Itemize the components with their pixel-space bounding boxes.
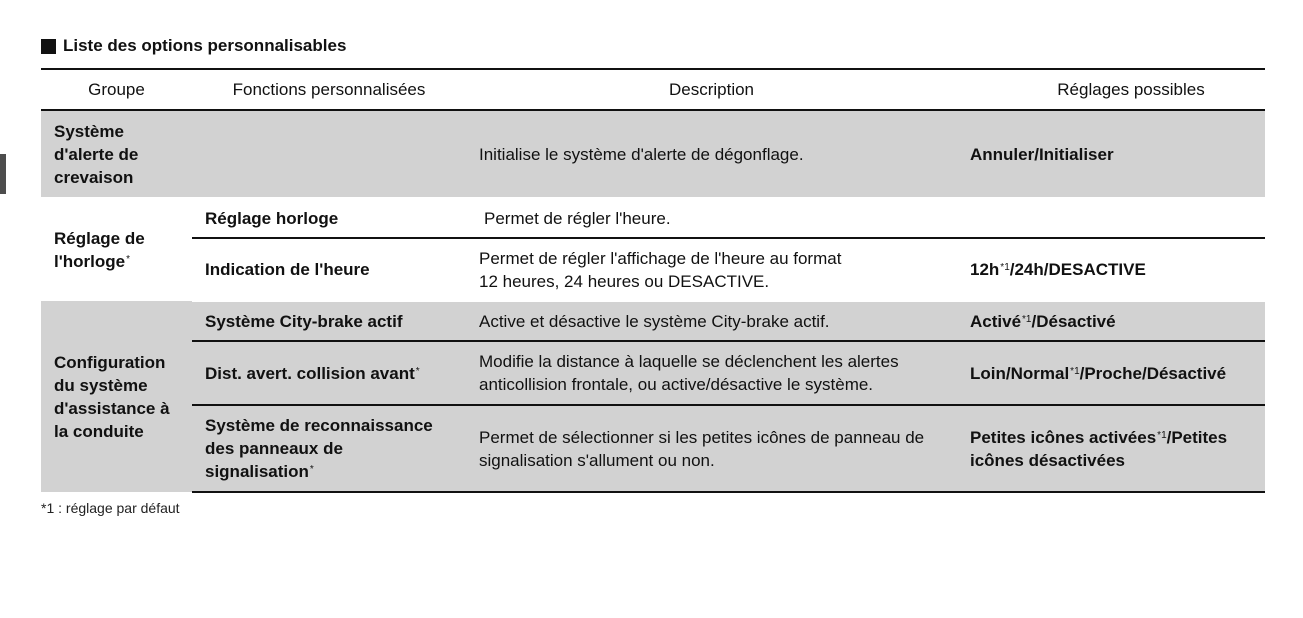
- settings-value: /Désactivé: [1031, 311, 1116, 331]
- footnote-mark: *1: [1000, 262, 1010, 273]
- footnote-mark: *: [415, 365, 420, 377]
- footnote-mark: *1: [1022, 313, 1032, 325]
- header-group: Groupe: [41, 69, 192, 110]
- heading-square-icon: [41, 39, 56, 54]
- group-line: d'assistance à: [54, 398, 170, 418]
- function-cell: [192, 405, 466, 492]
- description-cell: [466, 238, 957, 301]
- settings-line: [970, 426, 1253, 449]
- description-line: 12 heures, 24 heures ou DESACTIVE.: [479, 271, 770, 291]
- function-cell: [192, 341, 466, 405]
- table-row: [41, 110, 1265, 198]
- settings-value: Activé: [970, 311, 1022, 331]
- function-line: [205, 460, 454, 483]
- settings-value: Petites icônes activées: [970, 427, 1157, 447]
- description-line: Modifie la distance à laquelle se déclenchent les alertes: [479, 352, 899, 371]
- function-label: Dist. avert. collision avant: [205, 363, 415, 383]
- description-line: Permet de régler l'affichage de l'heure au format: [479, 248, 842, 268]
- section-title: Liste des options personnalisables: [63, 36, 347, 55]
- description-cell: [466, 405, 957, 492]
- function-label: signalisation: [205, 462, 309, 481]
- group-cell: [41, 301, 192, 492]
- table-row: [41, 301, 1265, 341]
- settings-value: /Proche/Désactivé: [1079, 363, 1227, 383]
- group-line: du système: [54, 375, 148, 395]
- description-cell: Initialise le système d'alerte de dégonflage.: [466, 110, 957, 198]
- settings-line: icônes désactivées: [970, 450, 1125, 470]
- description-cell: Permet de régler l'heure.: [484, 208, 671, 228]
- chapter-side-tab: [0, 154, 6, 194]
- settings-cell: [957, 341, 1265, 405]
- header-settings: Réglages possibles: [957, 69, 1265, 110]
- group-label: Réglage de l'horloge: [54, 229, 145, 271]
- table-header-row: [41, 69, 1265, 110]
- description-line: signalisation s'allument ou non.: [479, 450, 715, 470]
- footnote-mark: *1: [1157, 429, 1167, 441]
- function-line: Système de reconnaissance: [205, 416, 433, 435]
- settings-cell: [957, 238, 1265, 301]
- footnote: *1 : réglage par défaut: [41, 500, 180, 516]
- footnote-mark: *: [126, 254, 131, 265]
- footnote-mark: *: [309, 464, 314, 475]
- settings-value: Loin/Normal: [970, 363, 1070, 383]
- section-heading: [41, 36, 346, 56]
- settings-cell: [957, 405, 1265, 492]
- footnote-mark: *1: [1070, 365, 1080, 377]
- function-cell: [192, 110, 466, 198]
- settings-cell: [957, 301, 1265, 341]
- function-cell: Réglage horloge: [205, 208, 339, 228]
- table-row: [41, 238, 1265, 301]
- description-line: Permet de sélectionner si les petites icônes de panneau de: [479, 427, 925, 447]
- description-cell: [466, 341, 957, 405]
- header-functions: Fonctions personnalisées: [192, 69, 466, 110]
- table-row: [41, 198, 1265, 238]
- group-line: la conduite: [54, 421, 144, 441]
- function-cell: Système City-brake actif: [192, 301, 466, 341]
- description-line: anticollision frontale, ou active/désactive le système.: [479, 375, 874, 394]
- header-description: Description: [466, 69, 957, 110]
- settings-value: /Petites: [1166, 427, 1228, 447]
- function-line: des panneaux de: [205, 439, 343, 458]
- group-line: Configuration: [54, 352, 166, 372]
- description-cell: Active et désactive le système City-brake actif.: [466, 301, 957, 341]
- group-cell: [41, 198, 192, 301]
- options-table: [41, 68, 1265, 493]
- settings-value: 12h: [970, 260, 1000, 279]
- settings-cell: [957, 198, 1265, 238]
- settings-cell: Annuler/Initialiser: [957, 110, 1265, 198]
- table-row: [41, 341, 1265, 405]
- function-cell: Indication de l'heure: [192, 238, 466, 301]
- settings-value: /24h/DESACTIVE: [1009, 260, 1146, 279]
- table-row: [41, 405, 1265, 492]
- group-cell: Système d'alerte de crevaison: [41, 110, 192, 198]
